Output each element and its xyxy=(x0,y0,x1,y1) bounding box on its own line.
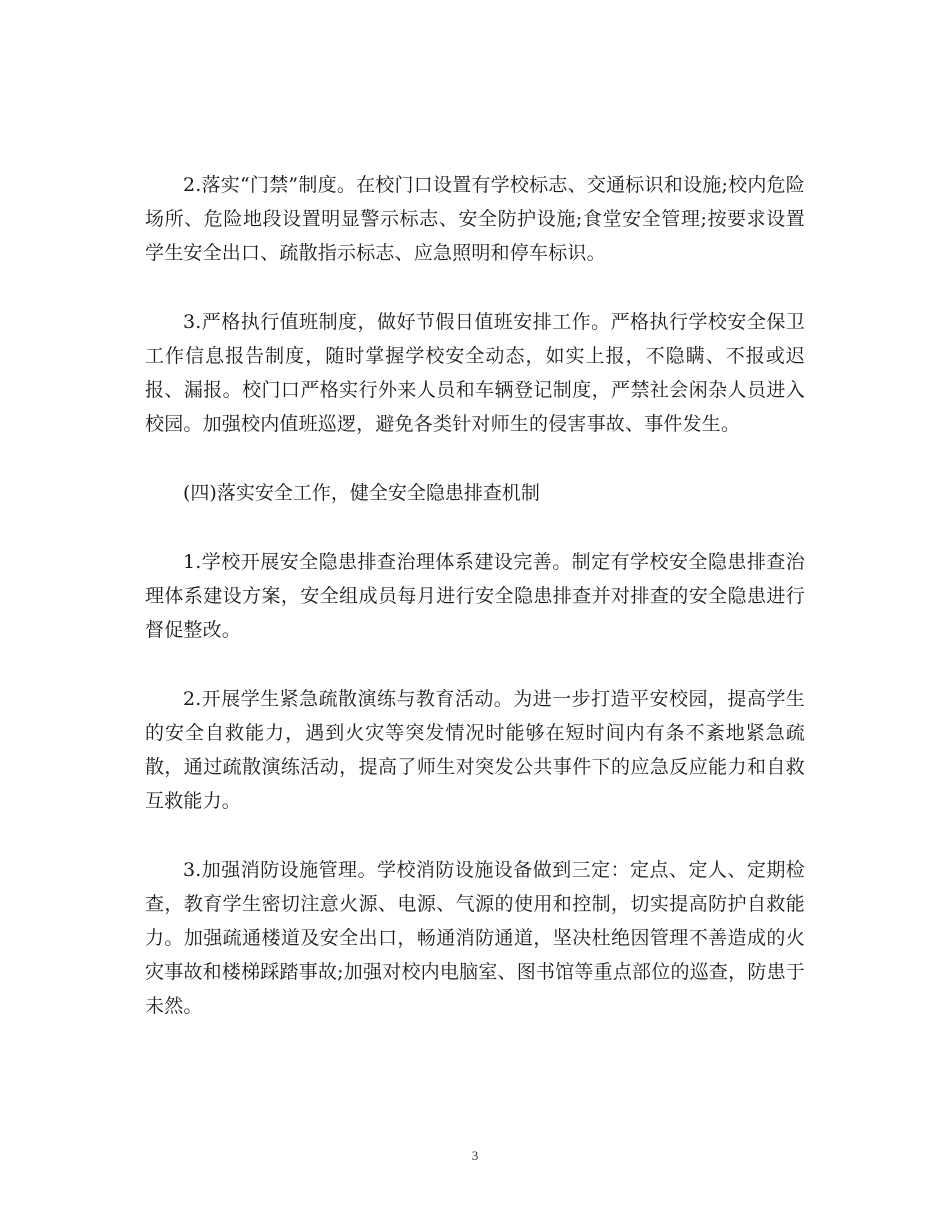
section-heading: (四)落实安全工作，健全安全隐患排查机制 xyxy=(183,482,540,504)
paragraph-duty-system: 3.严格执行值班制度，做好节假日值班安排工作。严格执行学校安全保卫工作信息报告制度，随时掌握学校安全动态，如实上报，不隐瞒、不报或迟报、漏报。校门口严格实行外来人员和车辆登记制度，严禁社会闲杂人员进入校园。加强校内值班巡逻，避免各类针对师生的侵害事故、事件发生。 xyxy=(145,311,805,435)
paragraph-evacuation-drill: 2.开展学生紧急疏散演练与教育活动。为进一步打造平安校园，提高学生的安全自救能力，遇到火灾等突发情况时能够在短时间内有条不紊地紧急疏散，通过疏散演练活动，提高了师生对突发公共事件下的应急反应能力和自救互救能力。 xyxy=(145,688,805,812)
paragraph-hazard-inspection: 1.学校开展安全隐患排查治理体系建设完善。制定有学校安全隐患排查治理体系建设方案，安全组成员每月进行安全隐患排查并对排查的安全隐患进行督促整改。 xyxy=(145,551,805,641)
paragraph-access-control: 2.落实“门禁”制度。在校门口设置有学校标志、交通标识和设施;校内危险场所、危险地段设置明显警示标志、安全防护设施;食堂安全管理;按要求设置学生安全出口、疏散指示标志、应急照明和停车标识。 xyxy=(145,174,805,264)
page-number: 3 xyxy=(471,1148,479,1163)
document-body xyxy=(145,168,805,1058)
paragraph-fire-safety: 3.加强消防设施管理。学校消防设施设备做到三定：定点、定人、定期检查，教育学生密切注意火源、电源、气源的使用和控制，切实提高防护自救能力。加强疏通楼道及安全出口，畅通消防通道，坚决杜绝因管理不善造成的火灾事故和楼梯踩踏事故;加强对校内电脑室、图书馆等重点部位的巡查，防患于未然。 xyxy=(145,859,805,1017)
